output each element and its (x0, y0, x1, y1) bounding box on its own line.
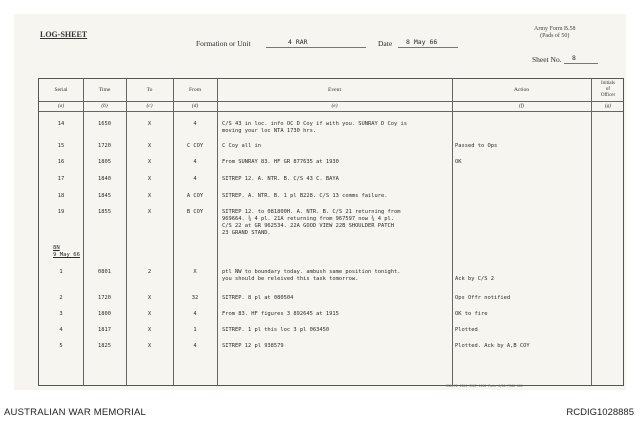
action-cell: Passed to Ops (455, 143, 498, 149)
to-cell: 2 (147, 269, 152, 275)
log-sheet-title: LOG-SHEET (40, 30, 88, 39)
to-cell: X (147, 143, 152, 149)
event-cell-line: From 83. HF figures 3 892645 at 1915 (222, 311, 339, 317)
time-cell: 1720 (98, 295, 111, 301)
to-cell: X (147, 193, 152, 199)
header-divider (39, 101, 623, 102)
date-label: Date (378, 39, 393, 48)
time-cell: 1840 (98, 176, 111, 182)
event-cell-line: you should be releived this task tomorrow. (222, 276, 359, 282)
sheet-underline (564, 63, 598, 64)
event-cell-line: SITREP 12. to 081800H. A. NTR. B. C/S 21 returning from (222, 209, 401, 215)
from-cell: A COY (186, 193, 204, 199)
time-cell: 1845 (98, 193, 111, 199)
unit-underline (266, 47, 366, 48)
print-footnote: MR2170 1364 1967 1150 Pads 4/66 F208 001 (446, 384, 523, 388)
time-cell: 1720 (98, 143, 111, 149)
action-cell: Ops Offr notified (455, 295, 511, 301)
sheet-label: Sheet No. (532, 55, 562, 64)
col-header-to: To (146, 87, 153, 93)
from-cell: 4 (193, 343, 197, 349)
event-cell-line: SITREP. A. NTR. B. 1 pl B228. C/S 13 comms failure. (222, 193, 388, 199)
time-cell: 1805 (98, 159, 111, 165)
time-cell: 1800 (98, 311, 111, 317)
action-cell: OK (455, 159, 462, 165)
serial-cell: 16 (57, 159, 65, 165)
serial-cell: 2 (59, 295, 63, 301)
col-header-event: Event (327, 87, 342, 93)
serial-cell: 5 (59, 343, 63, 349)
to-cell: X (147, 159, 152, 165)
action-cell: OK to fire (455, 311, 488, 317)
event-cell-line: SITREP. 1 pl this loc 3 pl 063450 (222, 327, 330, 333)
event-cell-line: moving your loc NTA 1730 hrs. (222, 128, 317, 134)
army-form-line2: (Pads of 50) (540, 33, 570, 39)
event-cell-line: 969664. ¾ 4 pl. 21A returning from 967597 now ¾ 4 pl. (222, 216, 395, 222)
serial-cell: 18 (57, 193, 65, 199)
to-cell: X (147, 343, 152, 349)
unit-label: Formation or Unit (196, 39, 251, 48)
col-divider (217, 79, 218, 385)
col-letter-a: (a) (57, 103, 65, 109)
col-header-serial: Serial (54, 87, 68, 93)
serial-cell: 4 (59, 327, 63, 333)
date-value: 8 May 66 (406, 38, 438, 46)
time-cell: 1817 (98, 327, 111, 333)
col-divider (452, 79, 453, 385)
to-cell: X (147, 311, 152, 317)
from-cell: 4 (193, 159, 197, 165)
col-header-initials-line1: Initials (601, 81, 615, 86)
event-cell-line: SITREP 12 pl 938579 (222, 343, 284, 349)
archive-id: RCDIG1028885 (566, 407, 634, 418)
from-cell: 4 (193, 121, 197, 127)
serial-cell: 3 (59, 311, 63, 317)
date-underline (398, 47, 458, 48)
header-divider (39, 111, 623, 112)
event-cell-line: C/S 43 in loc. info OC D Coy if with you. SUNRAY D Coy is (222, 121, 407, 127)
to-cell: X (147, 121, 152, 127)
log-sheet-page (14, 14, 626, 390)
col-header-action: Action (513, 87, 530, 93)
event-cell-line: 23 GRAND STAND. (222, 230, 271, 236)
time-cell: 1650 (98, 121, 111, 127)
col-header-initials-line2: of (605, 87, 611, 92)
sheet-value: 8 (572, 54, 576, 62)
from-cell: X (193, 269, 197, 275)
to-cell: X (147, 176, 152, 182)
action-cell: Ack by C/S 2 (455, 276, 494, 282)
from-cell: 32 (191, 295, 199, 301)
col-letter-b: (b) (101, 103, 108, 109)
col-header-from: From (188, 87, 202, 93)
from-cell: 4 (193, 311, 197, 317)
time-cell: 0801 (98, 269, 111, 275)
unit-value: 4 RAR (288, 38, 308, 46)
army-form-line1: Army Form B.58 (534, 26, 576, 32)
action-cell: Plotted. Ack by A,B COY (455, 343, 530, 349)
event-cell-line: ptl NW to boundary today. ambush same position tonight. (222, 269, 401, 275)
from-cell: 1 (193, 327, 197, 333)
from-cell: C COY (186, 143, 204, 149)
to-cell: X (147, 327, 152, 333)
event-cell-line: C Coy all in (222, 143, 261, 149)
col-header-initials-line3: Officer (600, 93, 616, 98)
log-table (38, 78, 624, 386)
date-separator-line2: 9 May 66 (53, 252, 80, 258)
serial-cell: 15 (57, 143, 65, 149)
from-cell: 4 (193, 176, 197, 182)
col-divider (591, 79, 592, 385)
serial-cell: 19 (57, 209, 65, 215)
serial-cell: 1 (59, 269, 63, 275)
serial-cell: 17 (57, 176, 65, 182)
serial-cell: 14 (57, 121, 65, 127)
event-cell-line: SITREP 12. A. NTR. B. C/S 43 C. BAYA (222, 176, 339, 182)
col-letter-d: (d) (191, 103, 199, 109)
col-letter-g: (g) (604, 103, 612, 109)
action-cell: Plotted (455, 327, 478, 333)
col-letter-c: (c) (146, 103, 153, 109)
col-header-time: Time (98, 87, 111, 93)
time-cell: 1825 (98, 343, 111, 349)
army-form-label (534, 26, 576, 40)
col-letter-f: (f) (518, 103, 525, 109)
event-cell-line: C/S 22 at GR 962534. 22A GOOD VIEW 22B SHOULDER PATCH (222, 223, 395, 229)
from-cell: B COY (186, 209, 204, 215)
col-letter-e: (e) (331, 103, 338, 109)
event-cell-line: SITREP. 8 pl at 080504 (222, 295, 294, 301)
to-cell: X (147, 209, 152, 215)
col-header-initials (591, 81, 625, 99)
time-cell: 1855 (98, 209, 111, 215)
event-cell-line: From SUNRAY 83. HF GR 877635 at 1930 (222, 159, 339, 165)
archive-name: AUSTRALIAN WAR MEMORIAL (4, 407, 147, 418)
to-cell: X (147, 295, 152, 301)
date-separator-line1: 8N (53, 245, 60, 251)
